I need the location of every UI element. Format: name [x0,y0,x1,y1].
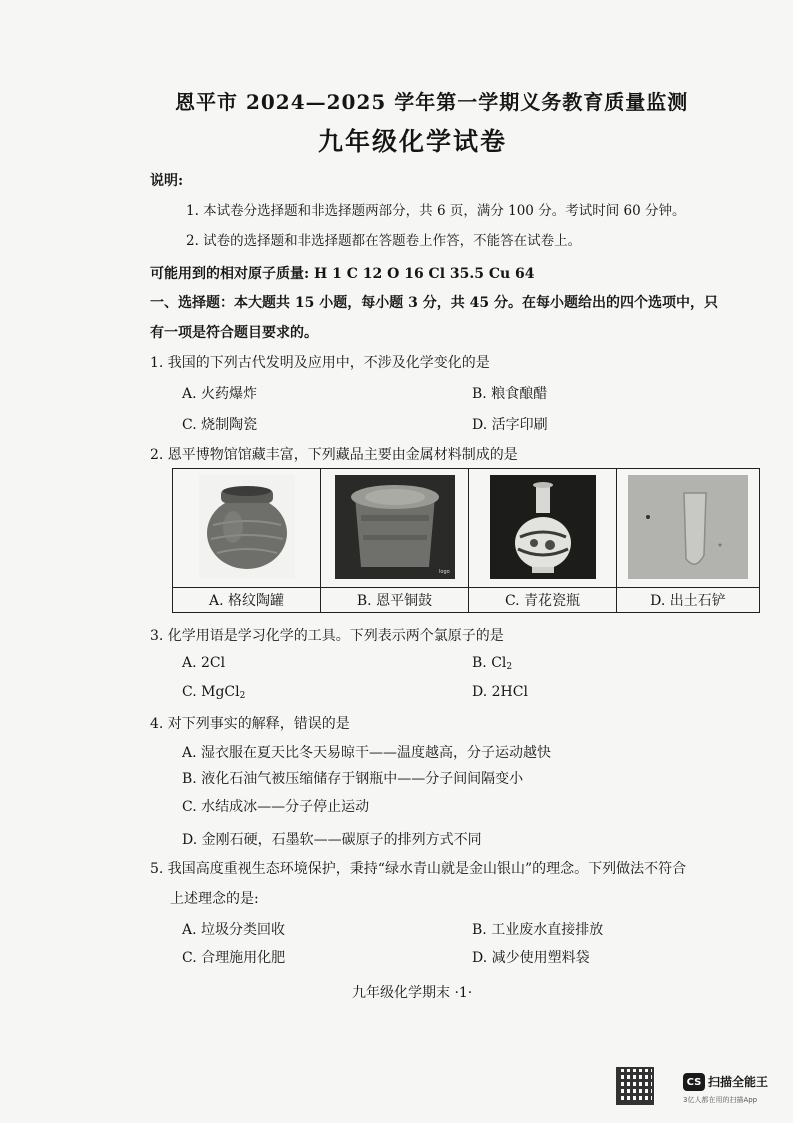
q4-option-c: C. 水结成冰——分子停止运动 [182,799,370,815]
q5-option-b: B. 工业废水直接排放 [472,922,604,938]
exam-header: 恩平市 2024—2025 学年第一学期义务教育质量监测 [175,90,689,114]
section-heading: 一、选择题：本大题共 15 小题，每小题 3 分，共 45 分。在每小题给出的四个选项中，只 [150,295,718,311]
q5-option-d: D. 减少使用塑料袋 [472,950,590,966]
q2-cell-d [617,469,759,587]
q2-cell-b [321,469,469,587]
q1-option-a: A. 火药爆炸 [182,386,258,402]
q2-cell-a [173,469,321,587]
q2-caption-b: B. 恩平铜鼓 [321,587,469,612]
q5-option-a: A. 垃圾分类回收 [182,922,286,938]
q1-option-c: C. 烧制陶瓷 [182,417,258,433]
q2-caption-a: A. 格纹陶罐 [173,587,321,612]
scanner-app-name: 扫描全能王 [708,1075,769,1089]
stone-shovel-image [628,475,748,579]
instructions-label: 说明: [150,173,184,189]
svg-text:logo: logo [438,569,450,575]
scanner-tagline: 3亿人都在用的扫描App [683,1096,758,1104]
instruction-1: 1. 本试卷分选择题和非选择题两部分，共 6 页，满分 100 分。考试时间 60 分钟。 [186,203,686,219]
q1-stem: 1. 我国的下列古代发明及应用中，不涉及化学变化的是 [150,355,490,371]
q1-option-d: D. 活字印刷 [472,417,548,433]
q4-option-a: A. 湿衣服在夏天比冬天易晾干——温度越高，分子运动越快 [182,745,552,761]
q3-stem: 3. 化学用语是学习化学的工具。下列表示两个氯原子的是 [150,628,504,644]
q4-stem: 4. 对下列事实的解释，错误的是 [150,716,350,732]
instruction-2: 2. 试卷的选择题和非选择题都在答题卷上作答，不能答在试卷上。 [186,233,582,249]
exam-title: 九年级化学试卷 [318,127,508,156]
q2-cell-c [469,469,617,587]
q2-stem: 2. 恩平博物馆馆藏丰富，下列藏品主要由金属材料制成的是 [150,447,518,463]
q3-option-d: D. 2HCl [472,684,528,700]
camscanner-logo-icon: CS [683,1073,705,1091]
q2-caption-d: D. 出土石铲 [617,587,759,612]
q5-option-c: C. 合理施用化肥 [182,950,286,966]
q3-option-a: A. 2Cl [182,655,226,671]
atomic-masses: 可能用到的相对原子质量: H 1 C 12 O 16 Cl 35.5 Cu 64 [150,266,535,282]
bronze-drum-image [335,475,455,579]
pottery-jar-image [199,475,295,579]
q5-stem-cont: 上述理念的是: [170,891,259,907]
q3-option-c: C. MgCl$_2$ [182,684,246,701]
q4-option-b: B. 液化石油气被压缩储存于钢瓶中——分子间间隔变小 [182,771,524,787]
q2-caption-c: C. 青花瓷瓶 [469,587,617,612]
q3-option-b: B. $Cl_2$ [472,655,513,672]
q4-option-d: D. 金刚石硬，石墨软——碳原子的排列方式不同 [182,832,482,848]
section-heading-cont: 有一项是符合题目要求的。 [150,325,318,341]
page-footer: 九年级化学期末 ·1· [352,985,473,1001]
q5-stem: 5. 我国高度重视生态环境保护，秉持“绿水青山就是金山银山”的理念。下列做法不符合 [150,861,687,877]
porcelain-vase-image [490,475,596,579]
q1-option-b: B. 粮食酿醋 [472,386,548,402]
qr-code-icon [616,1067,654,1105]
q2-image-table [172,468,760,613]
